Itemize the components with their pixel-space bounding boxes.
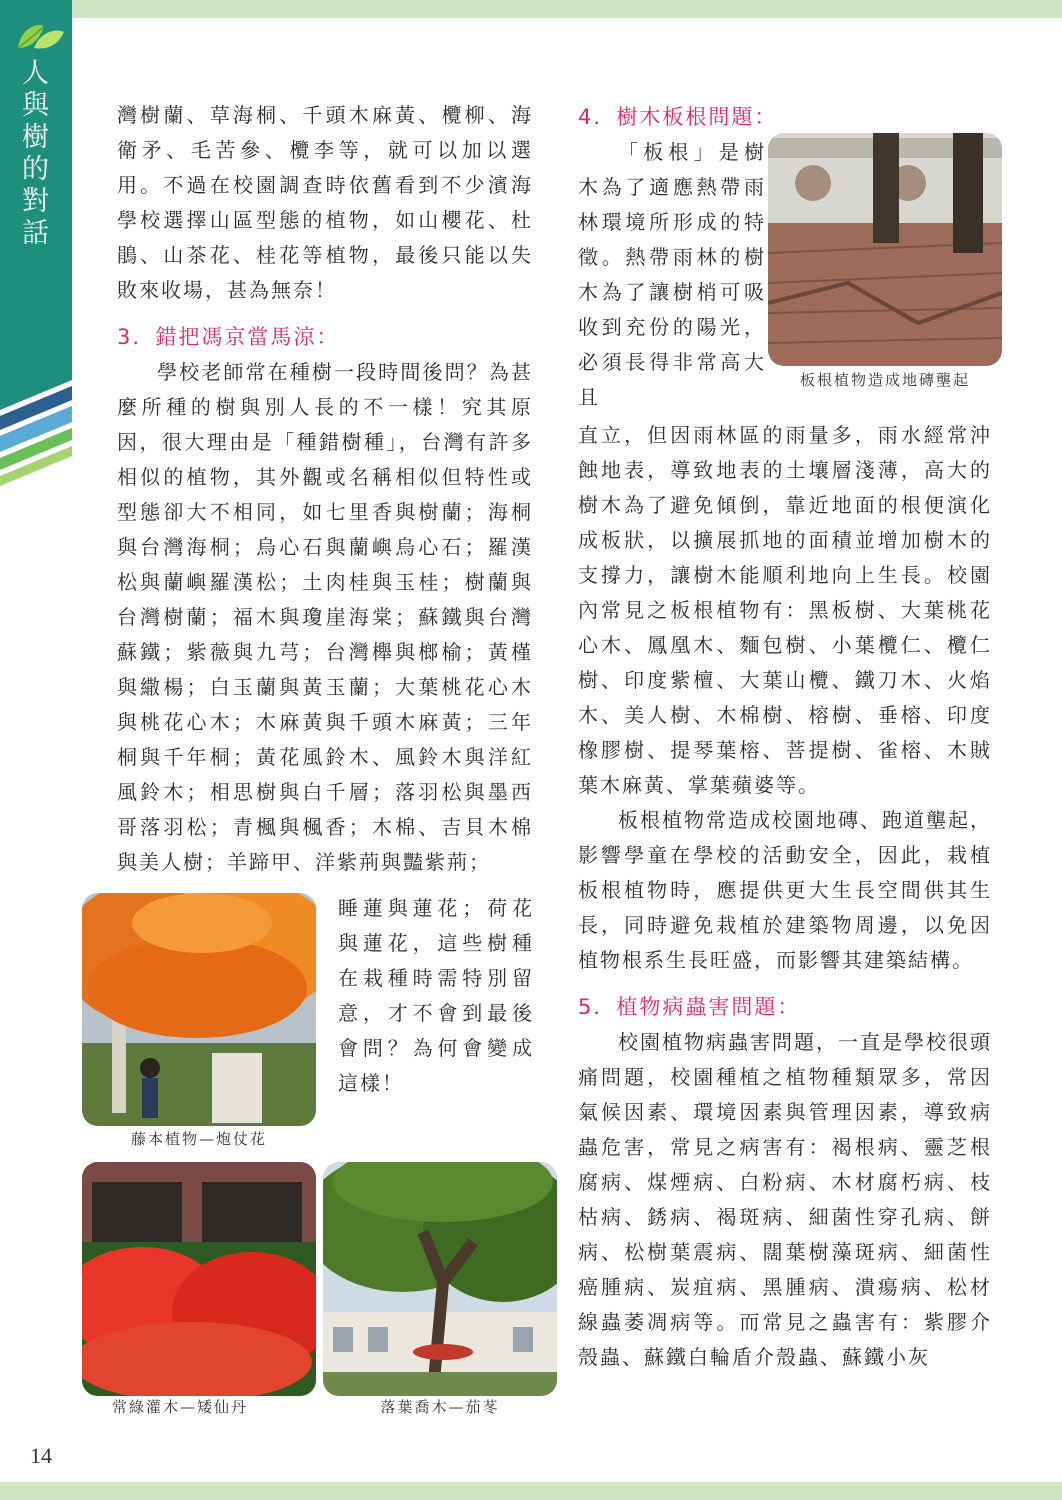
right-column [578,418,992,1375]
paragraph: 灣樹蘭、草海桐、千頭木麻黃、欖柳、海衛矛、毛苦參、欖李等，就可以加以選用。不過在校園調查時依舊看到不少濱海學校選擇山區型態的植物，如山櫻花、杜鵑、山茶花、桂花等植物，最後只能以失敗來收場，甚為無奈！ [117,103,533,302]
side-decorative-stripes [0,330,72,500]
leaf-logo-icon [14,18,66,54]
bottom-border [0,1482,1062,1500]
paragraph: 校園植物病蟲害問題，一直是學校很頭痛問題，校園種植之植物種類眾多，常因氣候因素、環境因素與管理因素，導致病蟲危害，常見之病害有：褐根病、靈芝根腐病、煤煙病、白粉病、木材腐朽病、枝枯病、銹病、褐斑病、細菌性穿孔病、餅病、松樹葉震病、闊葉樹藻斑病、細菌性癌腫病、炭疽病、黑腫病、潰瘍病、松材線蟲萎凋病等。而常見之蟲害有：紫膠介殼蟲、蘇鐵白輪盾介殼蟲、蘇鐵小灰 [578,1030,992,1369]
paragraph: 直立，但因雨林區的雨量多，雨水經常沖蝕地表，導致地表的土壤層淺薄，高大的樹木為了避免傾倒，靠近地面的根便演化成板狀，以擴展抓地的面積並增加樹木的支撐力，讓樹木能順利地向上生長。校園內常見之板根植物有：黑板樹、大葉桃花心木、鳳凰木、麵包樹、小葉欖仁、欖仁樹、印度紫檀、大葉山欖、鐵刀木、火焰木、美人樹、木棉樹、榕樹、垂榕、印度橡膠樹、提琴葉榕、菩提樹、雀榕、木賊葉木麻黃、掌葉蘋婆等。 [578,423,992,797]
top-border [0,0,1062,18]
title-char: 對 [22,186,50,217]
title-char: 的 [22,154,50,185]
paragraph: 學校老師常在種樹一段時間後問？為甚麼所種的樹與別人長的不一樣！究其原因，很大理由是「種錯樹種」，台灣有許多相似的植物，其外觀或名稱相似但特性或型態卻大不相同，如七里香與樹蘭；海桐與台灣海桐；烏心石與蘭嶼烏心石；羅漢松與蘭嶼羅漢松；土肉桂與玉桂；樹蘭與台灣樹蘭；福木與瓊崖海棠；蘇鐵與台灣蘇鐵；紫薇與九芎；台灣櫸與榔榆；黃槿與繖楊；白玉蘭與黃玉蘭；大葉桃花心木與桃花心木；木麻黃與千頭木麻黃；三年桐與千年桐；黃花風鈴木、風鈴木與洋紅風鈴木；相思樹與白千層；落羽松與墨西哥落羽松；青楓與楓香；木棉、吉貝木棉與美人樹；羊蹄甲、洋紫荊與豔紫荊； [117,360,533,874]
caption-roots: 板根植物造成地磚壟起 [799,371,970,389]
left-column [117,98,533,880]
paragraph: 板根植物常造成校園地磚、跑道壟起，影響學童在學校的活動安全，因此，栽植板根植物時，應提供更大生長空間供其生長，同時避免栽植於建築物周邊，以免因植物根系生長旺盛，而影響其建築結構。 [578,808,992,972]
title-char: 與 [22,90,50,121]
shrub-plant-photo [82,1162,316,1396]
buttress-roots-photo [768,133,1002,366]
tree-photo [323,1162,557,1396]
left-column-wrap-text [338,891,534,1101]
paragraph: 「板根」是樹木為了適應熱帶雨林環境所形成的特徵。熱帶雨林的樹木為了讓樹梢可吸收到充份的陽光，必須長得非常高大且 [578,140,766,409]
caption-vine: 藤本植物—炮仗花 [130,1130,267,1148]
title-char: 樹 [22,122,50,153]
section-heading-3: 3．錯把馮京當馬涼： [117,325,340,349]
title-char: 人 [22,58,50,89]
right-column-wrap-text [578,135,766,415]
page-number: 14 [30,1443,52,1468]
vertical-column-title [18,58,54,250]
title-char: 話 [22,218,50,249]
vine-plant-photo [82,893,316,1126]
paragraph: 睡蓮與蓮花；荷花與蓮花，這些樹種在栽種時需特別留意，才不會到最後會問？為何會變成這樣！ [338,896,534,1095]
caption-tree: 落葉喬木—茄苳 [380,1398,500,1416]
section-heading-4: 4．樹木板根問題： [578,105,778,129]
caption-shrub: 常綠灌木—矮仙丹 [111,1398,248,1416]
section-heading-5: 5．植物病蟲害問題： [578,995,801,1019]
